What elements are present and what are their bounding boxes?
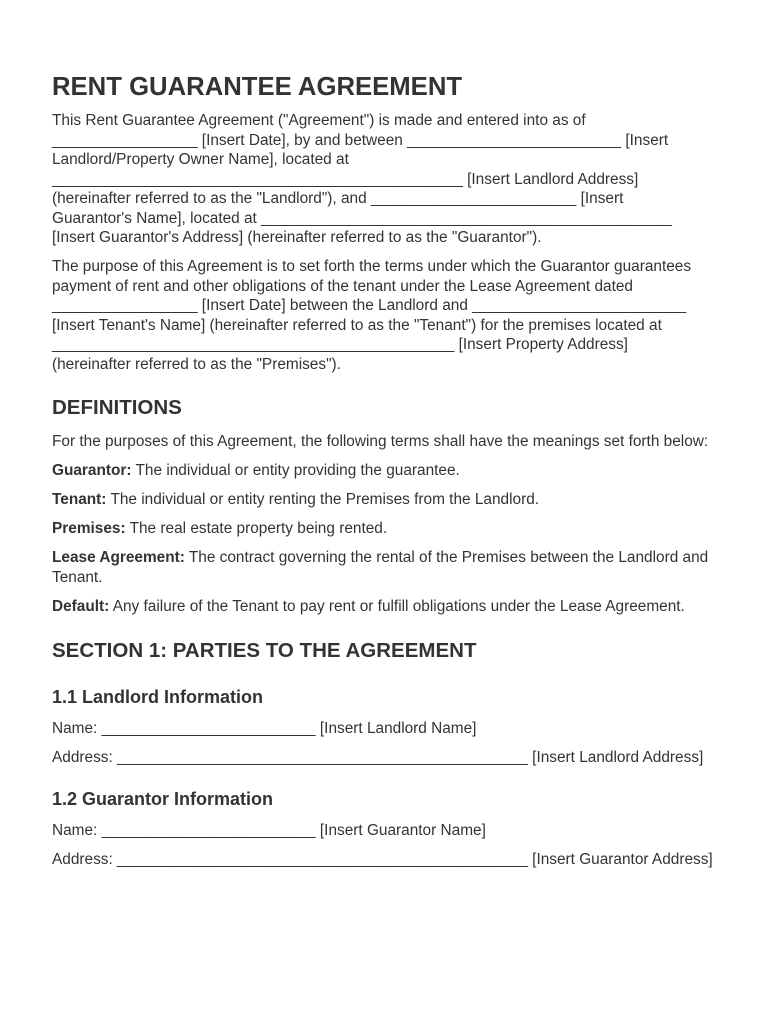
parties-paragraph-line: (hereinafter referred to as the "Landlord"), and ________________________ [Insert [52,190,624,208]
landlord-info-heading: 1.1 Landlord Information [52,686,264,707]
definition-default [52,597,720,617]
purpose-paragraph-line: _______________________________________________ [Insert Property Address] [52,336,628,354]
guarantor-name-blank: _________________________ [101,822,316,840]
parties-paragraph-line: Landlord/Property Owner Name], located at [52,151,349,169]
definition-guarantor [52,461,720,481]
document-title: RENT GUARANTEE AGREEMENT [52,73,463,101]
definition-term: Tenant: [52,491,107,509]
definition-term: Guarantor: [52,462,132,480]
definition-lease-agreement [52,548,720,587]
parties-paragraph-line: [Insert Guarantor's Address] (hereinafter referred to as the "Guarantor"). [52,229,542,247]
definition-term: Lease Agreement: [52,549,185,567]
definition-term: Default: [52,597,110,615]
definitions-heading: DEFINITIONS [52,396,182,419]
field-label: Name: [52,822,98,840]
definition-text: The individual or entity renting the Premises from the Landlord. [110,491,540,509]
parties-paragraph-line: This Rent Guarantee Agreement ("Agreement") is made and entered into as of [52,112,586,130]
landlord-name-field [52,719,742,739]
definition-text: The real estate property being rented. [129,520,388,538]
field-label: Address: [52,851,113,869]
purpose-paragraph-line: (hereinafter referred to as the "Premises"). [52,355,341,373]
field-placeholder: [Insert Landlord Address] [532,749,704,766]
parties-paragraph [52,111,742,248]
guarantor-info-heading: 1.2 Guarantor Information [52,789,274,809]
definition-premises [52,519,720,539]
parties-paragraph-line: _________________ [Insert Date], by and between _________________________ [Insert [52,131,669,149]
purpose-paragraph-line: payment of rent and other obligations of the tenant under the Lease Agreement dated [52,277,633,295]
purpose-paragraph-line: The purpose of this Agreement is to set forth the terms under which the Guarantor guarantees [52,258,692,276]
definition-tenant [52,490,720,510]
parties-paragraph-line: Guarantor's Name], located at ________________________________________________ [52,209,672,227]
field-label: Address: [52,749,113,766]
parties-paragraph-line: ________________________________________________ [Insert Landlord Address] [52,170,639,188]
guarantor-name-field [52,821,742,841]
purpose-paragraph-line: [Insert Tenant's Name] (hereinafter referred to as the "Tenant") for the premises located at [52,316,662,334]
purpose-paragraph-line: _________________ [Insert Date] between the Landlord and _________________________ [52,297,687,315]
definitions-intro: For the purposes of this Agreement, the following terms shall have the meanings set forth below: [52,433,709,451]
field-label: Name: [52,720,98,737]
section-1-heading: SECTION 1: PARTIES TO THE AGREEMENT [52,638,477,662]
guarantor-address-blank: ________________________________________________ [117,851,528,869]
landlord-address-blank: ________________________________________________ [117,749,528,766]
landlord-name-blank: _________________________ [101,720,316,737]
field-placeholder: [Insert Guarantor Address] [532,851,713,869]
field-placeholder: [Insert Landlord Name] [319,720,477,737]
definition-text: Any failure of the Tenant to pay rent or fulfill obligations under the Lease Agreement. [112,597,685,615]
definition-text: The individual or entity providing the guarantee. [135,462,460,480]
landlord-address-field [52,748,742,768]
definition-text: The contract governing the rental of the Premises between the Landlord and Tenant. [52,549,709,586]
purpose-paragraph [52,257,742,374]
definition-term: Premises: [52,520,126,538]
guarantor-address-field [52,850,742,870]
agreement-document [52,72,742,870]
field-placeholder: [Insert Guarantor Name] [319,822,486,840]
